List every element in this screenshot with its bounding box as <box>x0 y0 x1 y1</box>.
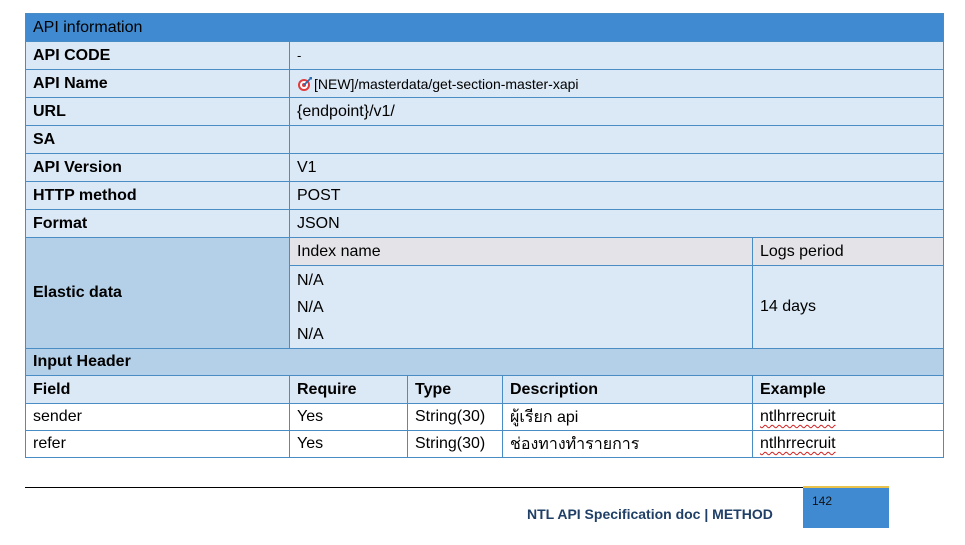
table-row <box>26 404 944 431</box>
input-header-title: Input Header <box>26 349 944 376</box>
api-code-value: - <box>290 42 944 70</box>
footer-divider <box>25 487 803 488</box>
logs-period-value: 14 days <box>753 266 944 349</box>
http-method-value: POST <box>290 182 944 210</box>
column-header-description: Description <box>503 376 753 404</box>
type-cell: String(30) <box>408 404 503 431</box>
logs-period-header: Logs period <box>753 238 944 266</box>
example-value: ntlhrrecruit <box>760 408 836 425</box>
api-name-cell <box>290 70 944 98</box>
column-header-type: Type <box>408 376 503 404</box>
elastic-data-label: Elastic data <box>26 238 290 349</box>
target-icon <box>297 76 313 92</box>
api-information-table <box>25 13 944 458</box>
api-version-label: API Version <box>26 154 290 182</box>
column-header-example: Example <box>753 376 944 404</box>
require-cell: Yes <box>290 431 408 458</box>
index-name-header: Index name <box>290 238 753 266</box>
index-name-value: N/A <box>297 298 324 316</box>
format-value: JSON <box>290 210 944 238</box>
description-cell: ช่องทางทำรายการ <box>503 431 753 458</box>
table-title: API information <box>26 14 944 42</box>
api-version-value: V1 <box>290 154 944 182</box>
field-cell: sender <box>26 404 290 431</box>
index-name-value: N/A <box>297 271 324 289</box>
url-label: URL <box>26 98 290 126</box>
api-name-label: API Name <box>26 70 290 98</box>
api-name-value: [NEW]/masterdata/get-section-master-xapi <box>314 75 579 92</box>
page-number: 142 <box>812 494 833 508</box>
example-cell <box>753 431 944 458</box>
sa-value <box>290 126 944 154</box>
column-header-require: Require <box>290 376 408 404</box>
index-name-value: N/A <box>297 325 324 343</box>
type-cell: String(30) <box>408 431 503 458</box>
sa-label: SA <box>26 126 290 154</box>
api-code-label: API CODE <box>26 42 290 70</box>
example-cell <box>753 404 944 431</box>
example-value: ntlhrrecruit <box>760 435 836 452</box>
description-cell: ผู้เรียก api <box>503 404 753 431</box>
index-name-values <box>290 266 753 349</box>
http-method-label: HTTP method <box>26 182 290 210</box>
require-cell: Yes <box>290 404 408 431</box>
column-header-field: Field <box>26 376 290 404</box>
footer-title: NTL API Specification doc | METHOD <box>527 506 773 522</box>
url-value: {endpoint}/v1/ <box>290 98 944 126</box>
format-label: Format <box>26 210 290 238</box>
page-number-box <box>803 486 889 528</box>
table-row <box>26 431 944 458</box>
field-cell: refer <box>26 431 290 458</box>
